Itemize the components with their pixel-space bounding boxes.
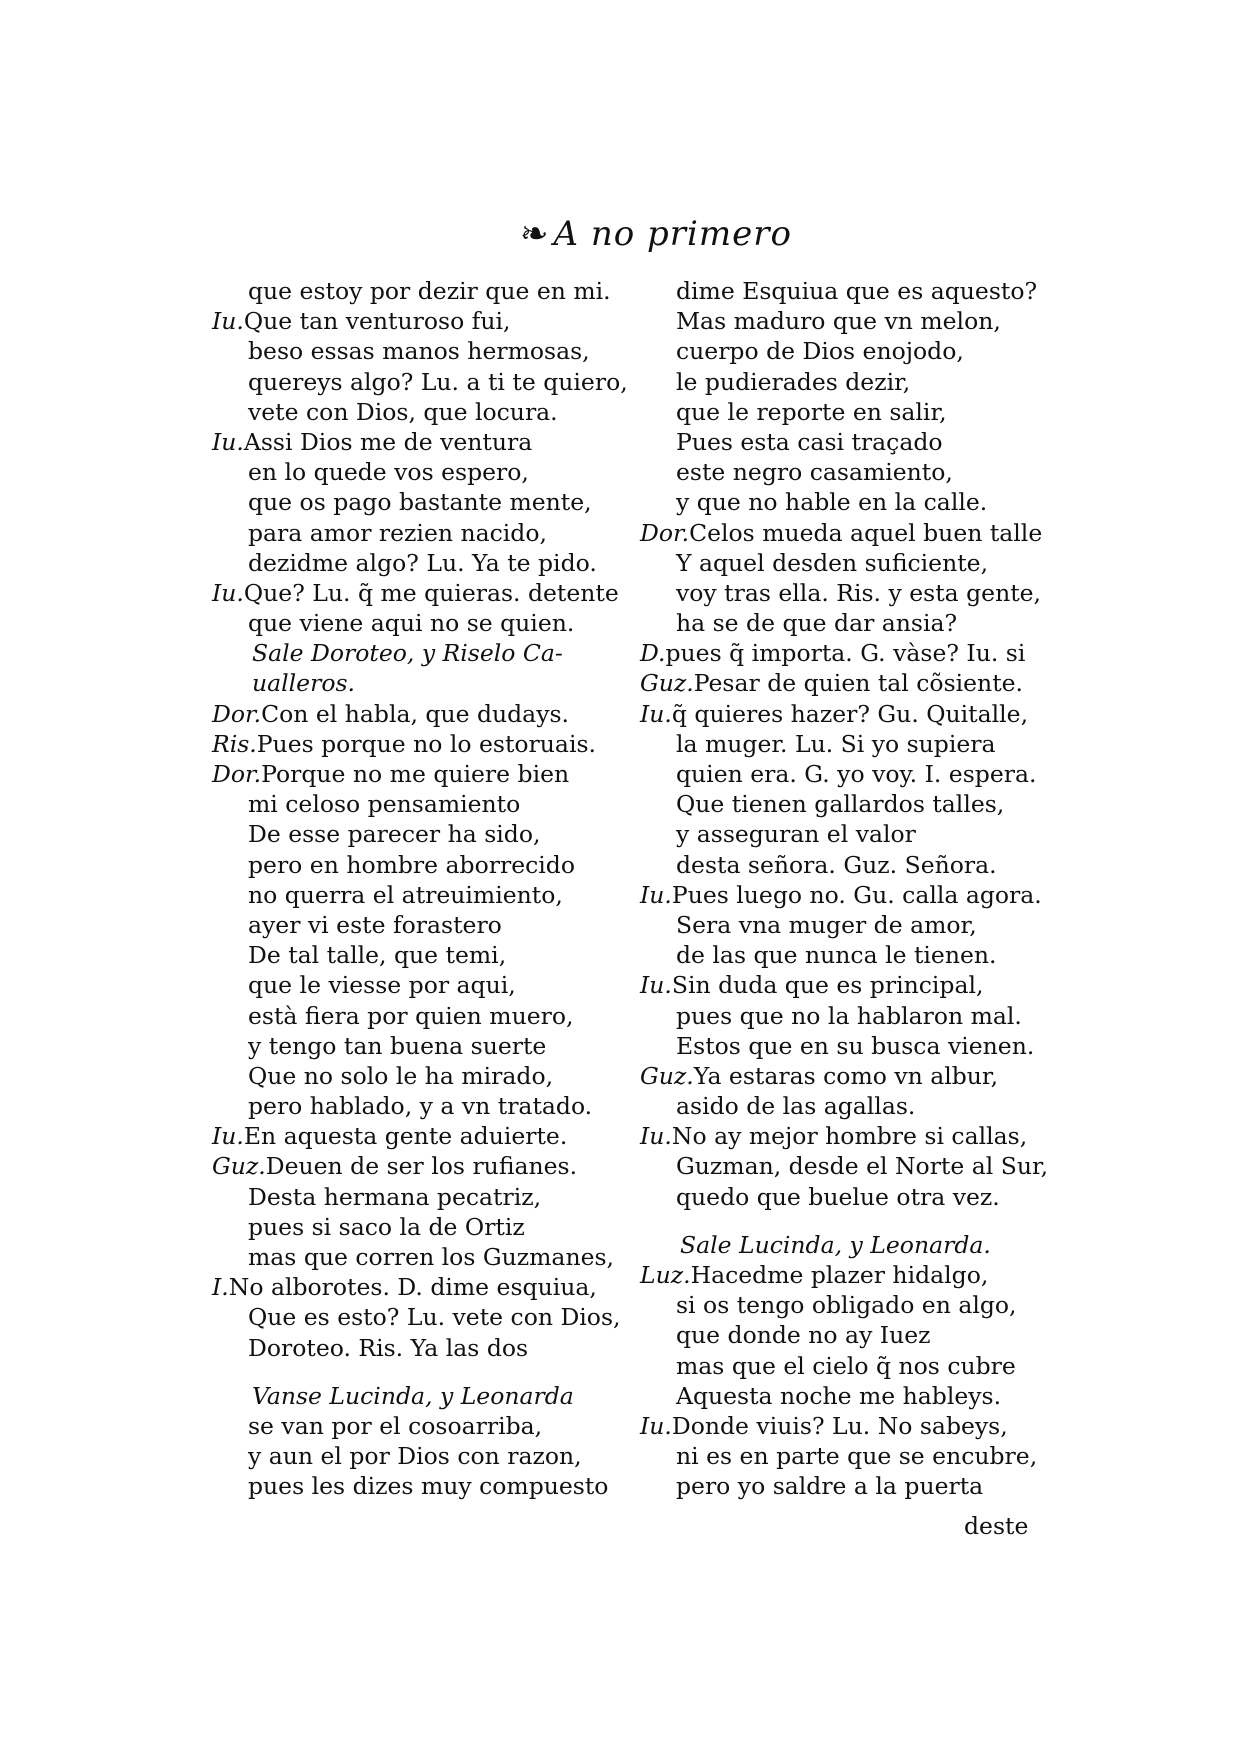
verse-line (640, 729, 1060, 759)
verse-line (212, 397, 632, 427)
verse-line (640, 759, 1060, 789)
catchword: deste (964, 1512, 1029, 1540)
verse-line (640, 1182, 1060, 1212)
verse-text: Doroteo. Ris. Ya las dos (248, 1333, 529, 1362)
page-header (520, 214, 792, 254)
verse-text: voy tras ella. Ris. y esta gente, (676, 578, 1042, 607)
speaker-name: Iu. (212, 578, 244, 607)
verse-line (640, 850, 1060, 880)
verse-line (640, 940, 1060, 970)
verse-line (212, 1151, 632, 1181)
page-title: A no primero (553, 214, 793, 254)
verse-text: para amor rezien nacido, (248, 518, 547, 547)
speaker-name: Dor. (212, 760, 262, 788)
verse-text: q̃ quieres hazer? Gu. Quitalle, (671, 699, 1029, 728)
verse-line (640, 668, 1060, 698)
speaker-name: Guz. (212, 1152, 266, 1181)
speaker-name: D. (640, 639, 666, 668)
verse-line (212, 1212, 632, 1242)
verse-line (212, 759, 632, 789)
verse-line (212, 1091, 632, 1121)
verse-line (640, 367, 1060, 397)
speaker-name: Iu. (640, 971, 672, 1000)
speaker-name: Dor. (212, 699, 262, 728)
verse-line (640, 1031, 1060, 1061)
verse-text: mas que el cielo q̃ nos cubre (676, 1351, 1016, 1380)
verse-text: y tengo tan buena suerte (248, 1031, 547, 1060)
verse-text: Mas maduro que vn melon, (676, 307, 1001, 336)
verse-line (640, 578, 1060, 608)
verse-text: Assi Dios me de ventura (243, 427, 533, 456)
verse-line (640, 276, 1060, 306)
verse-line (212, 367, 632, 397)
verse-line (212, 336, 632, 366)
verse-line (212, 970, 632, 1000)
speaker-name: Iu. (212, 1122, 244, 1151)
verse-line (212, 548, 632, 578)
speaker-name: Guz. (640, 669, 694, 698)
verse-line (212, 487, 632, 517)
verse-text: vete con Dios, que locura. (248, 397, 558, 426)
verse-line (640, 880, 1060, 910)
verse-text: Y aquel desden suficiente, (676, 548, 989, 577)
verse-text: quedo que buelue otra vez. (676, 1182, 1000, 1211)
verse-text: este negro casamiento, (676, 458, 953, 487)
verse-text: pero en hombre aborrecido (248, 850, 575, 879)
verse-text: Sin duda que es principal, (671, 971, 984, 1000)
verse-text: ha se de que dar ansia? (676, 609, 958, 638)
verse-line (212, 940, 632, 970)
verse-text: Estos que en su busca vienen. (676, 1031, 1035, 1060)
verse-line (640, 1441, 1060, 1471)
verse-text: cuerpo de Dios enojodo, (676, 337, 964, 366)
verse-text: se van por el cosoarriba, (248, 1411, 543, 1440)
verse-text: y que no hable en la calle. (676, 488, 988, 517)
verse-line (640, 1290, 1060, 1320)
verse-text: desta señora. Guz. Señora. (676, 850, 997, 879)
verse-text: pero hablado, y a vn tratado. (248, 1092, 593, 1121)
verse-text: Donde viuis? Lu. No sabeys, (671, 1411, 1008, 1440)
verse-text: que estoy por dezir que en mi. (248, 277, 611, 305)
speaker-name: Ris. (212, 729, 257, 758)
verse-text: no querra el atreuimiento, (248, 880, 563, 909)
verse-text: pues si saco la de Ortiz (248, 1212, 525, 1241)
verse-text: Guzman, desde el Norte al Sur, (676, 1152, 1049, 1181)
verse-line (212, 276, 632, 306)
verse-line (640, 548, 1060, 578)
verse-line (212, 518, 632, 548)
speaker-name: I. (212, 1273, 229, 1302)
verse-line (212, 1121, 632, 1151)
verse-text: quien era. G. yo voy. I. espera. (676, 760, 1037, 788)
verse-text: pero yo saldre a la puerta (676, 1472, 984, 1501)
speaker-name: Luz. (640, 1261, 691, 1289)
verse-text: Porque no me quiere bien (261, 760, 570, 788)
verse-text: que viene aqui no se quien. (248, 609, 575, 638)
verse-line (212, 1031, 632, 1061)
verse-text: mas que corren los Guzmanes, (248, 1243, 615, 1271)
verse-line (212, 789, 632, 819)
verse-text: Celos mueda aquel buen talle (689, 518, 1043, 547)
verse-line (640, 819, 1060, 849)
verse-line (640, 1001, 1060, 1031)
verse-line (212, 608, 632, 638)
verse-line (640, 306, 1060, 336)
verse-text: Sera vna muger de amor, (676, 910, 977, 939)
verse-line (640, 1411, 1060, 1441)
verse-line (640, 1320, 1060, 1350)
stage-direction: Sale Lucinda, y Leonarda. (680, 1230, 991, 1259)
speaker-name: Iu. (640, 880, 672, 909)
verse-text: que le viesse por aqui, (248, 971, 516, 1000)
verse-text: Pesar de quien tal cõsiente. (693, 669, 1024, 698)
verse-text: De tal talle, que temi, (248, 941, 507, 970)
verse-line (640, 336, 1060, 366)
stanza-gap (212, 1363, 632, 1381)
verse-line (640, 397, 1060, 427)
verse-text: ayer vi este forastero (248, 910, 502, 939)
speaker-name: Iu. (212, 427, 244, 456)
verse-line (640, 1151, 1060, 1181)
verse-line (212, 729, 632, 759)
verse-line (640, 487, 1060, 517)
verse-line (212, 850, 632, 880)
verse-text: Que tienen gallardos talles, (676, 790, 1005, 819)
verse-line (212, 1411, 632, 1441)
verse-text: Que es esto? Lu. vete con Dios, (248, 1303, 621, 1332)
verse-line (212, 1061, 632, 1091)
speaker-name: Iu. (212, 307, 244, 336)
verse-line (640, 427, 1060, 457)
verse-text: beso essas manos hermosas, (248, 337, 590, 366)
verse-text: dezidme algo? Lu. Ya te pido. (248, 548, 597, 577)
stage-direction: Sale Doroteo, y Riselo Ca- (252, 639, 563, 668)
verse-text: quereys algo? Lu. a ti te quiero, (248, 367, 628, 396)
verse-text: si os tengo obligado en algo, (676, 1291, 1017, 1320)
verse-line (212, 699, 632, 729)
verse-text: Que tan venturoso fui, (243, 307, 511, 336)
verse-text: le pudierades dezir, (676, 367, 911, 396)
verse-line (640, 1471, 1060, 1501)
verse-line (212, 1333, 632, 1363)
verse-line (640, 457, 1060, 487)
verse-text: asido de las agallas. (676, 1092, 916, 1121)
verse-text: Que? Lu. q̃ me quieras. detente (243, 578, 619, 607)
speaker-name: Iu. (640, 1411, 672, 1440)
verse-text: Pues luego no. Gu. calla agora. (671, 880, 1042, 909)
verse-line (212, 1441, 632, 1471)
verse-line (212, 306, 632, 336)
left-column (212, 276, 632, 1502)
verse-text: Con el habla, que dudays. (261, 699, 570, 728)
verse-text: Hacedme plazer hidalgo, (690, 1261, 989, 1289)
verse-text: Desta hermana pecatriz, (248, 1182, 542, 1211)
verse-text: Deuen de ser los rufianes. (265, 1152, 578, 1181)
verse-line (640, 1121, 1060, 1151)
verse-line (212, 1242, 632, 1272)
verse-line (640, 1351, 1060, 1381)
verse-text: pues que no la hablaron mal. (676, 1001, 1022, 1030)
verse-text: la muger. Lu. Si yo supiera (676, 729, 996, 758)
verse-text: mi celoso pensamiento (248, 790, 521, 819)
verse-line (640, 1381, 1060, 1411)
fleuron-icon: ❧ (520, 214, 550, 254)
verse-text: Pues porque no lo estoruais. (256, 729, 596, 758)
speaker-name: Guz. (640, 1061, 694, 1090)
verse-text: ni es en parte que se encubre, (676, 1442, 1038, 1471)
verse-line (212, 1471, 632, 1501)
verse-text: En aquesta gente aduierte. (243, 1122, 568, 1151)
verse-text: Ya estaras como vn albur, (693, 1061, 999, 1090)
verse-text: pues q̃ importa. G. vàse? Iu. si (665, 639, 1026, 668)
verse-line (212, 910, 632, 940)
verse-line (640, 1061, 1060, 1091)
verse-line (212, 1302, 632, 1332)
verse-text: Que no solo le ha mirado, (248, 1061, 554, 1090)
verse-line (640, 699, 1060, 729)
verse-line (640, 518, 1060, 548)
stage-direction: ualleros. (252, 669, 355, 698)
stanza-gap (640, 1212, 1060, 1230)
verse-line (640, 638, 1060, 668)
stage-direction: Vanse Lucinda, y Leonarda (252, 1381, 574, 1410)
verse-text: pues les dizes muy compuesto (248, 1472, 609, 1501)
verse-text: No alborotes. D. dime esquiua, (228, 1273, 597, 1302)
verse-line (212, 880, 632, 910)
speaker-name: Iu. (640, 699, 672, 728)
verse-line (212, 578, 632, 608)
verse-line (640, 608, 1060, 638)
verse-text: que donde no ay Iuez (676, 1321, 931, 1350)
verse-line (640, 1260, 1060, 1290)
verse-line (640, 789, 1060, 819)
verse-line (212, 819, 632, 849)
verse-text: que os pago bastante mente, (248, 488, 592, 517)
speaker-name: Dor. (640, 518, 690, 547)
speaker-name: Iu. (640, 1122, 672, 1151)
right-column (640, 276, 1060, 1502)
verse-text: De esse parecer ha sido, (248, 820, 541, 849)
verse-line (640, 910, 1060, 940)
verse-text: Aquesta noche me hableys. (676, 1381, 1002, 1410)
verse-line (212, 457, 632, 487)
verse-text: Pues esta casi traçado (676, 427, 943, 456)
verse-line (640, 1091, 1060, 1121)
verse-text: en lo quede vos espero, (248, 458, 529, 487)
verse-line (212, 1182, 632, 1212)
verse-line (212, 1001, 632, 1031)
verse-text: No ay mejor hombre si callas, (671, 1122, 1028, 1151)
verse-text: dime Esquiua que es aquesto? (676, 277, 1038, 305)
verse-text: y asseguran el valor (676, 820, 916, 849)
verse-line (640, 970, 1060, 1000)
verse-line (212, 427, 632, 457)
verse-text: y aun el por Dios con razon, (248, 1442, 582, 1471)
verse-text: de las que nunca le tienen. (676, 941, 997, 970)
verse-text: està fiera por quien muero, (248, 1001, 574, 1030)
verse-line (212, 1272, 632, 1302)
verse-text: que le reporte en salir, (676, 397, 947, 426)
